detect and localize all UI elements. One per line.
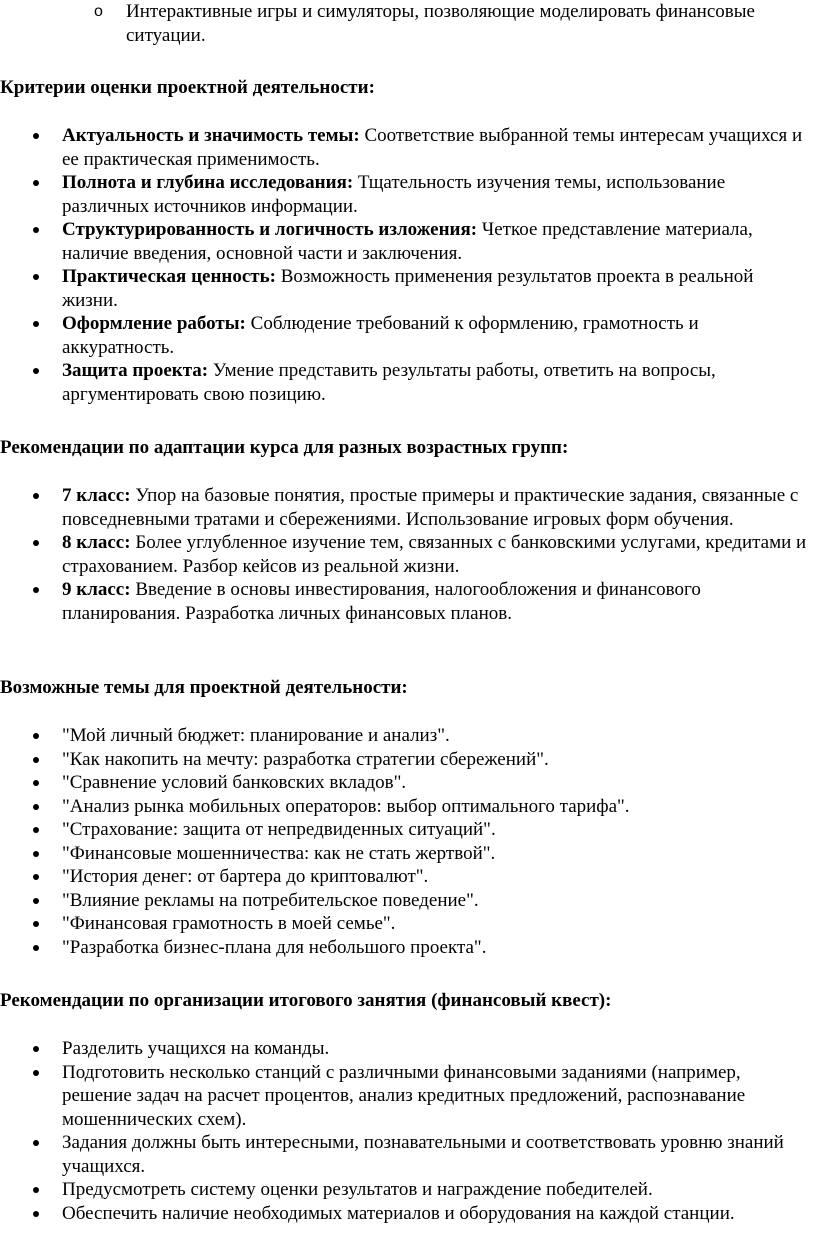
criteria-term: Защита проекта: [62, 360, 209, 381]
criteria-heading: Критерии оценки проектной деятельности: [0, 77, 375, 98]
grade-term: 7 класс: [62, 485, 131, 506]
list-item [0, 531, 816, 578]
criteria-term: Практическая ценность: [62, 266, 276, 287]
grade-term: 9 класс: [62, 579, 131, 600]
list-item: Обеспечить наличие необходимых материалов и оборудования на каждой станции. [0, 1202, 816, 1226]
topics-list [0, 724, 816, 959]
list-item: "Влияние рекламы на потребительское поведение". [0, 889, 816, 913]
list-item: "Сравнение условий банковских вкладов". [0, 771, 816, 795]
adaptation-heading: Рекомендации по адаптации курса для разных возрастных групп: [0, 437, 569, 458]
quest-list [0, 1037, 816, 1225]
grade-text: Более углубленное изучение тем, связанных с банковскими услугами, кредитами и страхованием. Разбор кейсов из реальной жизни. [62, 532, 807, 577]
list-item: Задания должны быть интересными, познавательными и соответствовать уровню знаний учащихся. [0, 1131, 816, 1178]
list-item: "Финансовые мошенничества: как не стать жертвой". [0, 842, 816, 866]
list-item: "Анализ рынка мобильных операторов: выбор оптимального тарифа". [0, 795, 816, 819]
list-item [0, 171, 816, 218]
list-item [0, 0, 816, 47]
list-item: "Разработка бизнес-плана для небольшого проекта". [0, 936, 816, 960]
criteria-text: Соответствие выбранной темы интересам учащихся и ее практическая применимость. [62, 125, 803, 170]
criteria-term: Актуальность и значимость темы: [62, 125, 360, 146]
list-item: "Страхование: защита от непредвиденных ситуаций". [0, 818, 816, 842]
list-item [0, 124, 816, 171]
grade-term: 8 класс: [62, 532, 131, 553]
list-item [0, 218, 816, 265]
list-item: Предусмотреть систему оценки результатов и награждение победителей. [0, 1178, 816, 1202]
list-item [0, 359, 816, 406]
list-item: "Мой личный бюджет: планирование и анализ". [0, 724, 816, 748]
list-item [0, 578, 816, 625]
list-item: Подготовить несколько станций с различными финансовыми заданиями (например, решение задач на расчет процентов, анализ кредитных предложений, распознавание мошеннических схем). [0, 1061, 816, 1132]
list-item [0, 484, 816, 531]
topics-heading: Возможные темы для проектной деятельности: [0, 677, 408, 698]
list-item [0, 265, 816, 312]
criteria-text: Возможность применения результатов проекта в реальной жизни. [62, 266, 754, 311]
adaptation-list [0, 484, 816, 625]
list-item: Разделить учащихся на команды. [0, 1037, 816, 1061]
grade-text: Упор на базовые понятия, простые примеры и практические задания, связанные с повседневными тратами и сбережениями. Использование игровых форм обучения. [62, 485, 799, 530]
criteria-text: Тщательность изучения темы, использование различных источников информации. [62, 172, 726, 217]
list-item: "Как накопить на мечту: разработка стратегии сбережений". [0, 748, 816, 772]
list-item-text: Интерактивные игры и симуляторы, позволяющие моделировать финансовые ситуации. [126, 1, 755, 46]
criteria-term: Полнота и глубина исследования: [62, 172, 354, 193]
quest-heading: Рекомендации по организации итогового занятия (финансовый квест): [0, 990, 612, 1011]
grade-text: Введение в основы инвестирования, налогообложения и финансового планирования. Разработка личных финансовых планов. [62, 579, 701, 624]
criteria-term: Оформление работы: [62, 313, 246, 334]
list-item: "История денег: от бартера до криптовалют". [0, 865, 816, 889]
intro-list [0, 0, 816, 47]
criteria-text: Соблюдение требований к оформлению, грамотность и аккуратность. [62, 313, 699, 358]
criteria-term: Структурированность и логичность изложения: [62, 219, 478, 240]
criteria-text: Четкое представление материала, наличие введения, основной части и заключения. [62, 219, 753, 264]
criteria-list [0, 124, 816, 406]
criteria-text: Умение представить результаты работы, ответить на вопросы, аргументировать свою позицию. [62, 360, 716, 405]
list-item [0, 312, 816, 359]
circle-bullet-icon: o [94, 3, 103, 20]
list-item: "Финансовая грамотность в моей семье". [0, 912, 816, 936]
